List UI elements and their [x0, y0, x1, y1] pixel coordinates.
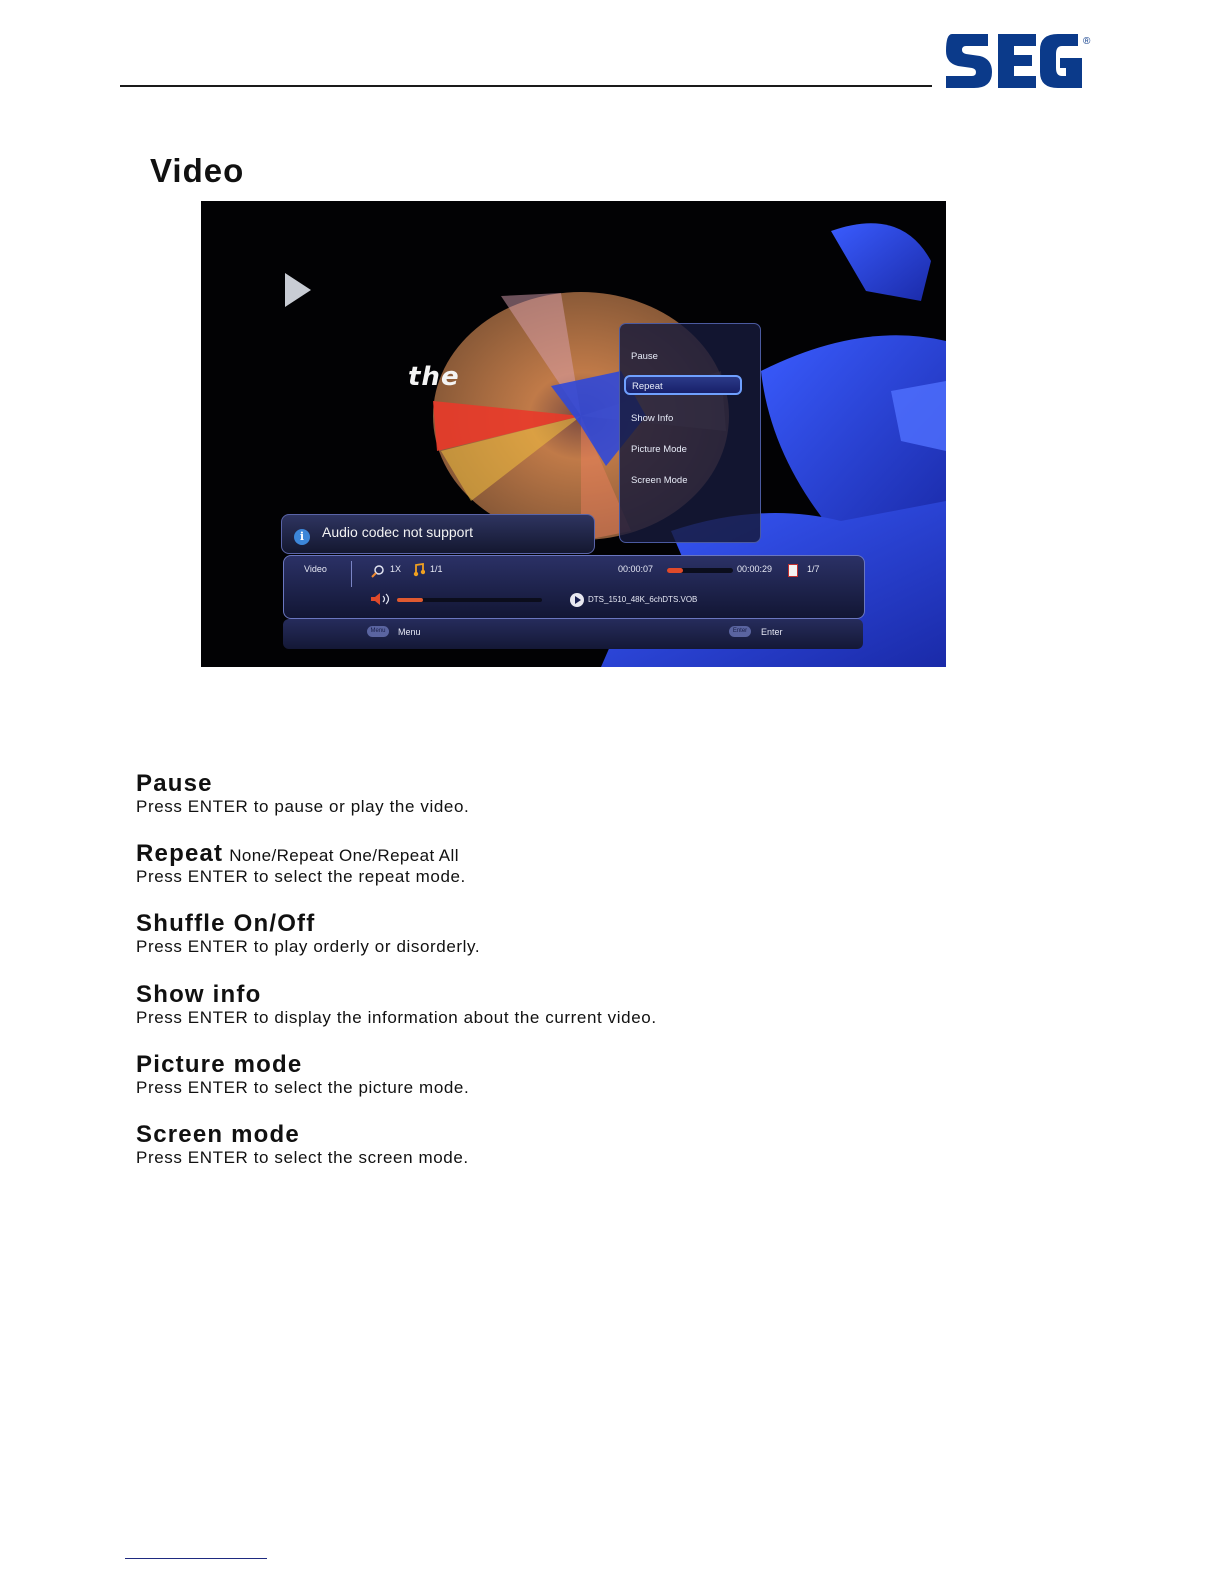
entry-description: Press ENTER to play orderly or disorderly. [136, 937, 481, 956]
mode-label: Video [304, 564, 327, 574]
codec-message-text: Audio codec not support [322, 524, 473, 540]
total-time: 00:00:29 [737, 564, 773, 574]
header-rule [120, 85, 932, 87]
video-screen [201, 201, 946, 667]
elapsed-time: 00:00:07 [618, 564, 654, 574]
entry-pause [136, 770, 469, 817]
entry-description: Press ENTER to pause or play the video. [136, 797, 470, 816]
audio-track: 1/1 [430, 564, 443, 574]
progress-fill [667, 568, 683, 573]
entry-screen-mode [136, 1121, 469, 1168]
zoom-icon [371, 564, 385, 578]
file-index: 1/7 [807, 564, 820, 574]
entry-repeat [136, 840, 466, 887]
entry-shuffle [136, 910, 480, 957]
entry-subtitle: None/Repeat One/Repeat All [229, 846, 459, 865]
entry-title: Pause [136, 770, 213, 797]
footer-rule [125, 1558, 267, 1559]
entry-description: Press ENTER to display the information about the current video. [136, 1008, 657, 1027]
playback-info-bar [283, 555, 865, 619]
playback-menu [619, 323, 761, 543]
entry-show-info [136, 981, 657, 1028]
entry-description: Press ENTER to select the repeat mode. [136, 867, 466, 886]
file-play-icon [570, 593, 584, 607]
entry-description: Press ENTER to select the picture mode. [136, 1078, 470, 1097]
info-divider [351, 561, 352, 587]
menu-key-label: Menu [398, 627, 421, 637]
menu-item-repeat[interactable]: Repeat [624, 375, 742, 395]
progress-bar[interactable] [667, 568, 733, 573]
volume-fill [397, 598, 423, 602]
entry-title: Picture mode [136, 1051, 303, 1078]
overlay-word: the [408, 362, 460, 392]
menu-key-icon: Menu [367, 626, 389, 637]
codec-message [281, 514, 595, 554]
entry-title: Show info [136, 981, 262, 1008]
play-icon [285, 273, 311, 307]
entry-title: Shuffle On/Off [136, 910, 316, 937]
volume-bar[interactable] [397, 598, 542, 602]
info-icon: i [294, 529, 310, 545]
entry-picture-mode [136, 1051, 469, 1098]
entry-description: Press ENTER to select the screen mode. [136, 1148, 469, 1167]
enter-key-icon: Enter [729, 626, 751, 637]
menu-item-pause[interactable]: Pause [631, 351, 658, 362]
file-icon [788, 564, 798, 577]
entry-title: Repeat [136, 840, 224, 867]
section-title: Video [150, 152, 245, 189]
speed-value: 1X [390, 564, 402, 574]
file-name: DTS_1510_48K_6chDTS.VOB [588, 595, 698, 604]
entry-title: Screen mode [136, 1121, 300, 1148]
music-note-icon [413, 563, 425, 577]
menu-item-picture-mode[interactable]: Picture Mode [631, 444, 687, 455]
registered-mark: ® [1083, 36, 1091, 47]
volume-icon [370, 593, 392, 605]
menu-item-show-info[interactable]: Show Info [631, 413, 674, 424]
seg-logo [944, 30, 1094, 92]
key-hint-bar [283, 619, 863, 649]
enter-key-label: Enter [761, 627, 783, 637]
menu-item-screen-mode[interactable]: Screen Mode [631, 475, 688, 486]
